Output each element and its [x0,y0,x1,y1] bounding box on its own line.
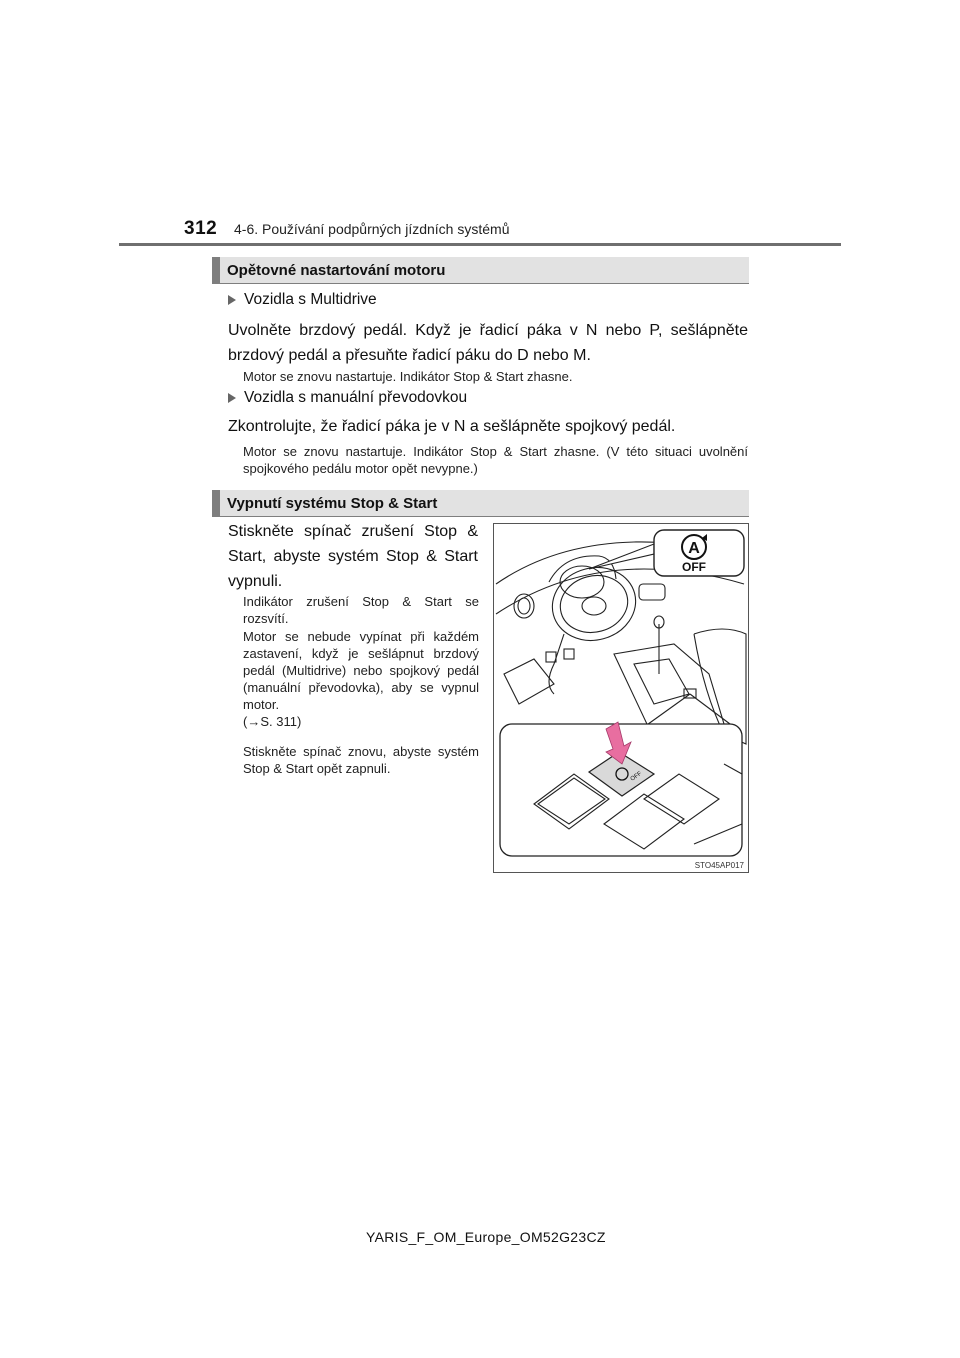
switch-detail-panel [500,722,742,856]
note-multidrive: Motor se znovu nastartuje. Indikátor Stop & Start zhasne. [243,369,573,384]
header-divider [119,243,841,246]
switch-callout [589,530,744,576]
instruction-multidrive: Uvolněte brzdový pedál. Když je řadicí páka v N nebo P, sešlápněte brzdový pedál a přesuňte řadicí páku do D nebo M. [228,322,748,364]
page-reference: (→S. 311) [243,714,302,729]
callout-symbol: A [688,540,700,557]
section-heading-restart [212,257,749,284]
note-indicator: Indikátor zrušení Stop & Start se rozsvítí. [243,594,479,626]
dashboard-illustration [493,523,749,873]
switch-label: OFF [629,770,643,783]
instruction-disable: Stiskněte spínač zrušení Stop & Start, abyste systém Stop & Start vypnuli. [228,523,478,590]
callout-label: OFF [682,560,706,574]
document-code: YARIS_F_OM_Europe_OM52G23CZ [366,1229,606,1245]
page-number: 312 [184,218,218,239]
bullet-label: Vozidla s manuální převodovkou [244,389,468,406]
section-title: Vypnutí systému Stop & Start [227,495,438,512]
chapter-title: 4-6. Používání podpůrných jízdních systémů [234,221,510,237]
section-heading-disable [212,490,749,517]
bullet-manual [228,389,467,407]
bullet-label: Vozidla s Multidrive [244,291,377,308]
bullet-multidrive [228,291,377,309]
triangle-bullet-icon [228,393,236,403]
note-behavior: Motor se nebude vypínat při každém zastavení, když je sešlápnut brzdový pedál (Multidrive) nebo spojkový pedál (manuální převodovka), aby se vypnul motor. (→S. 311) [243,629,479,729]
figure-code: STO45AP017 [694,861,744,870]
note-manual: Motor se znovu nastartuje. Indikátor Stop & Start zhasne. (V této situaci uvolnění spojkového pedálu motor opět nevypne.) [243,444,748,476]
note-reenable: Stiskněte spínač znovu, abyste systém Stop & Start opět zapnuli. [243,744,479,776]
triangle-bullet-icon [228,295,236,305]
illustration-svg [494,524,748,872]
section-title: Opětovné nastartování motoru [227,262,446,279]
instruction-manual: Zkontrolujte, že řadicí páka je v N a sešlápněte spojkový pedál. [228,418,676,435]
